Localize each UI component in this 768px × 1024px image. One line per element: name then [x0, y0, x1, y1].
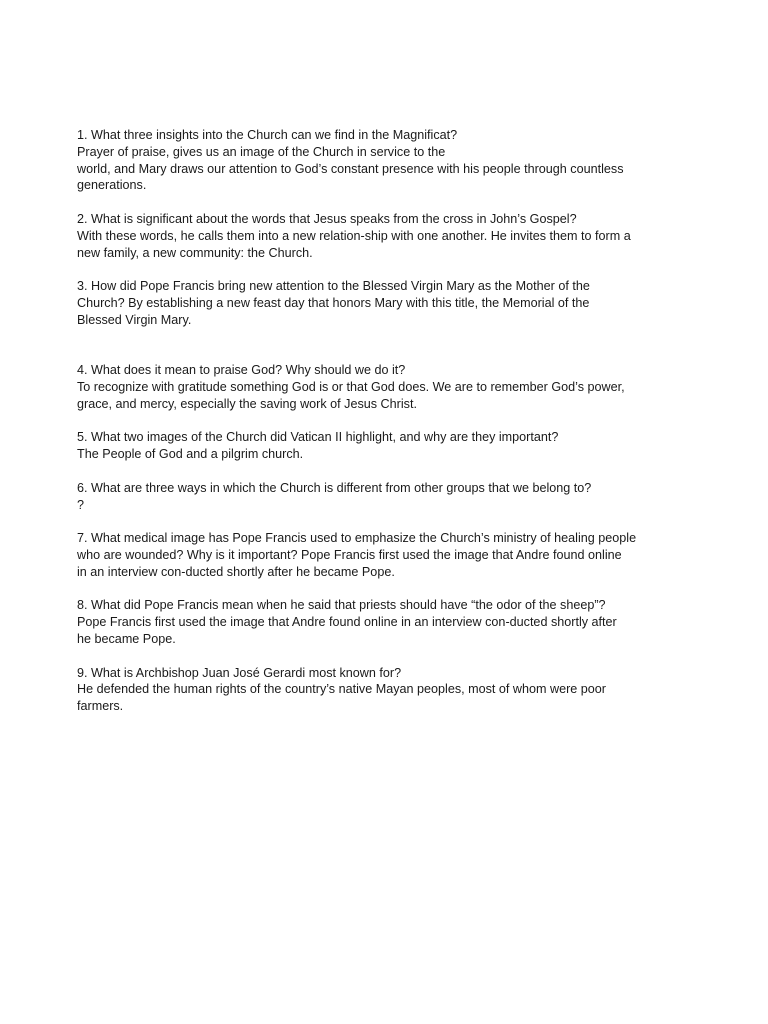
question-4-text: 4. What does it mean to praise God? Why should we do it? — [77, 363, 406, 378]
answer-8-line-1: Pope Francis first used the image that Andre found online in an interview con-ducted shortly after — [77, 615, 617, 630]
answer-8-line-2: he became Pope. — [77, 631, 176, 646]
question-block-3 — [77, 278, 697, 328]
answer-7-line-1: who are wounded? Why is it important? Pope Francis first used the image that Andre found online — [77, 547, 622, 562]
question-8-text: 8. What did Pope Francis mean when he said that priests should have “the odor of the sheep”? — [77, 598, 606, 613]
question-2-text: 2. What is significant about the words that Jesus speaks from the cross in John’s Gospel? — [77, 211, 577, 226]
answer-1-line-3: generations. — [77, 178, 147, 193]
question-block-6 — [77, 480, 697, 514]
answer-2-line-1: With these words, he calls them into a new relation-ship with one another. He invites them to form a — [77, 228, 631, 243]
answer-1-line-2: world, and Mary draws our attention to God’s constant presence with his people through countless — [77, 161, 624, 176]
question-block-4 — [77, 362, 697, 412]
question-6-text: 6. What are three ways in which the Church is different from other groups that we belong to? — [77, 480, 592, 495]
question-block-5 — [77, 429, 697, 463]
question-block-8 — [77, 597, 697, 647]
answer-6-line-1: ? — [77, 497, 85, 512]
question-9-text: 9. What is Archbishop Juan José Gerardi most known for? — [77, 665, 402, 680]
document-body — [77, 127, 697, 732]
answer-9-line-2: farmers. — [77, 699, 124, 714]
question-block-9 — [77, 665, 697, 715]
answer-2-line-2: new family, a new community: the Church. — [77, 245, 313, 260]
answer-7-line-2: in an interview con-ducted shortly after he became Pope. — [77, 564, 395, 579]
question-block-7 — [77, 530, 697, 580]
question-1-text: 1. What three insights into the Church can we find in the Magnificat? — [77, 128, 458, 142]
question-7-text: 7. What medical image has Pope Francis used to emphasize the Church’s ministry of healing people — [77, 531, 637, 546]
question-block-1 — [77, 127, 697, 194]
answer-4-line-2: grace, and mercy, especially the saving work of Jesus Christ. — [77, 396, 417, 411]
answer-1-line-1: Prayer of praise, gives us an image of the Church in service to the — [77, 144, 446, 159]
question-block-2 — [77, 211, 697, 261]
question-5-text: 5. What two images of the Church did Vatican II highlight, and why are they important? — [77, 430, 559, 445]
question-3-text: 3. How did Pope Francis bring new attention to the Blessed Virgin Mary as the Mother of the — [77, 279, 590, 294]
answer-4-line-1: To recognize with gratitude something God is or that God does. We are to remember God’s power, — [77, 379, 625, 394]
answer-3-line-1: Church? By establishing a new feast day that honors Mary with this title, the Memorial of the — [77, 295, 590, 310]
answer-5-line-1: The People of God and a pilgrim church. — [77, 447, 304, 462]
answer-3-line-2: Blessed Virgin Mary. — [77, 312, 192, 327]
answer-9-line-1: He defended the human rights of the country’s native Mayan peoples, most of whom were poor — [77, 682, 607, 697]
